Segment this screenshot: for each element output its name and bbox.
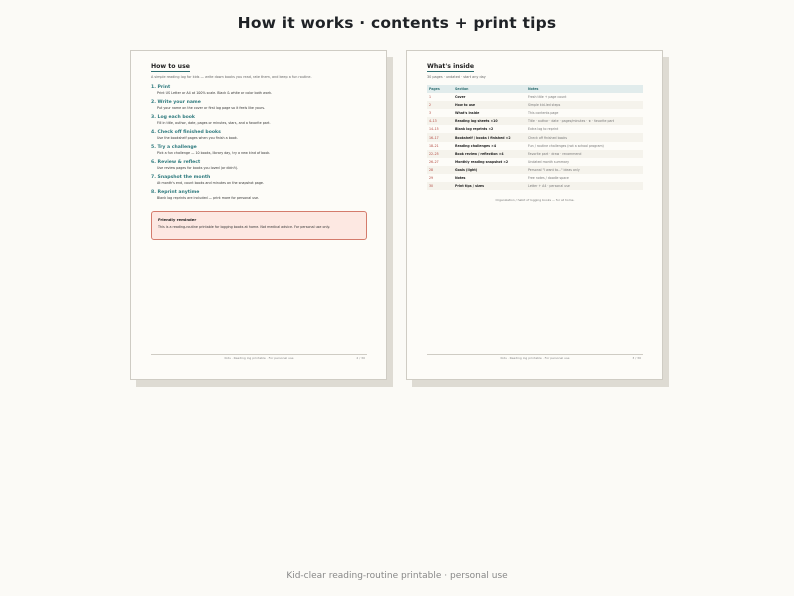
- contents-table: [427, 85, 643, 190]
- cell-section: Print tips / sizes: [453, 182, 526, 190]
- page-footer-divider: [427, 354, 643, 355]
- cell-notes: Title · author · date · pages/minutes · ★ · favorite part: [526, 117, 643, 125]
- cell-notes: This contents page: [528, 111, 559, 116]
- step-title: 7. Snapshot the month: [151, 175, 211, 180]
- how-to-use-heading: How to use: [151, 63, 190, 70]
- whats-inside-page: [406, 50, 663, 380]
- cell-section: Reading log sheets ×10: [453, 117, 526, 125]
- page-footer-text: Kids · Reading log printable · For personal use: [224, 356, 294, 360]
- cell-pages: 14–15: [429, 127, 439, 132]
- step-description: Print US Letter or A4 at 100% scale. Black & white or color both work.: [157, 91, 273, 95]
- cell-notes: Free notes / doodle space: [528, 175, 569, 180]
- cell-section: How to use: [453, 101, 526, 109]
- step-title: 5. Try a challenge: [151, 145, 197, 150]
- step-item: [151, 175, 371, 190]
- table-row: [427, 142, 643, 150]
- how-to-use-subtitle: A simple reading log for kids — write down books you read, rate them, and keep a fun routine.: [151, 75, 312, 79]
- table-row: [427, 174, 643, 182]
- page-footer-text: Kids · Reading log printable · For personal use: [500, 356, 570, 360]
- cell-pages: 18–21: [429, 143, 439, 148]
- step-item: [151, 145, 371, 160]
- table-row: [427, 158, 643, 166]
- cell-pages: 4–13: [427, 117, 453, 125]
- cell-notes: Letter + A4 · personal use: [526, 182, 643, 190]
- step-item: [151, 190, 371, 205]
- table-row: [427, 150, 643, 158]
- cell-notes: Favorite part · draw · recommend: [526, 150, 643, 158]
- step-title: 1. Print: [151, 85, 171, 90]
- cell-section: Book review / reflection ×4: [453, 150, 526, 158]
- step-description: Fill in title, author, date, pages or minutes, stars, and a favorite part.: [157, 121, 271, 125]
- step-description: Put your name on the cover or first log page so it feels like yours.: [157, 106, 266, 110]
- table-row: [427, 101, 643, 109]
- step-title: 4. Check off finished books: [151, 130, 221, 135]
- column-header-pages: Pages: [427, 85, 453, 93]
- page-number: 3 / 30: [632, 356, 641, 360]
- step-item: [151, 100, 371, 115]
- page-footer-divider: [151, 354, 367, 355]
- step-title: 2. Write your name: [151, 100, 201, 105]
- step-title: 3. Log each book: [151, 115, 195, 120]
- reminder-text: This is a reading-routine printable for logging books at home. Not medical advice. For personal use only.: [158, 225, 331, 229]
- cell-section: What's inside: [455, 111, 480, 116]
- page-title: How it works · contents + print tips: [237, 14, 557, 32]
- step-title: 6. Review & reflect: [151, 160, 201, 165]
- table-header-row: [427, 85, 643, 93]
- cell-pages: 29: [429, 175, 434, 180]
- table-row: [427, 133, 643, 141]
- cell-pages: 28: [427, 166, 453, 174]
- page-number: 2 / 30: [356, 356, 365, 360]
- cell-notes: Simple kid-led steps: [526, 101, 643, 109]
- cell-pages: 30: [427, 182, 453, 190]
- step-description: Pick a fun challenge — 10 books, library day, try a new kind of book.: [157, 151, 271, 155]
- column-header-section: Section: [453, 85, 526, 93]
- step-title: 8. Reprint anytime: [151, 190, 200, 195]
- step-item: [151, 85, 371, 100]
- table-row: [427, 166, 643, 174]
- cell-section: Bookshelf / books I finished ×2: [453, 133, 526, 141]
- cell-notes: Personal "I want to..." ideas only: [526, 166, 643, 174]
- step-item: [151, 115, 371, 130]
- steps-list: [151, 85, 371, 205]
- friendly-reminder-box: [151, 211, 367, 240]
- footer-caption: Kid-clear reading-routine printable · personal use: [286, 571, 508, 581]
- step-description: Use review pages for books you loved (or didn't).: [157, 166, 239, 170]
- cell-notes: Check off finished books: [526, 133, 643, 141]
- cell-section: Blank log reprints ×2: [455, 127, 494, 132]
- cell-pages: 16–17: [427, 133, 453, 141]
- cell-notes: Undated month summary: [528, 159, 569, 164]
- step-description: Blank log reprints are included — print more for personal use.: [157, 196, 260, 200]
- table-row: [427, 117, 643, 125]
- cell-notes: Fresh title + page count: [528, 95, 567, 100]
- cell-section: Monthly reading snapshot ×2: [455, 159, 509, 164]
- cell-pages: 26–27: [429, 159, 439, 164]
- cell-section: Notes: [455, 175, 466, 180]
- cell-notes: Extra log to reprint: [528, 127, 559, 132]
- table-row: [427, 93, 643, 101]
- step-description: Use the bookshelf pages when you finish a book.: [157, 136, 238, 140]
- cell-pages: 3: [429, 111, 432, 116]
- cell-section: Goals (light): [453, 166, 526, 174]
- column-header-notes: Notes: [526, 85, 643, 93]
- table-row: [427, 125, 643, 133]
- table-row: [427, 109, 643, 117]
- how-to-use-page: [130, 50, 387, 380]
- cell-notes: Fun / routine challenges (not a school program): [528, 143, 604, 148]
- reminder-title: Friendly reminder: [158, 217, 197, 222]
- table-row: [427, 182, 643, 190]
- step-description: At month's end, count books and minutes on the snapshot page.: [157, 181, 264, 185]
- step-item: [151, 160, 371, 175]
- cell-pages: 1: [429, 95, 432, 100]
- cell-section: Reading challenges ×4: [455, 143, 497, 148]
- whats-inside-heading: What's inside: [427, 63, 475, 70]
- cell-pages: 2: [427, 101, 453, 109]
- cell-section: Cover: [455, 95, 466, 100]
- table-footnote: Organization / habit of logging books — for at home.: [495, 198, 575, 202]
- cell-pages: 22–25: [427, 150, 453, 158]
- step-item: [151, 130, 371, 145]
- whats-inside-subtitle: 30 pages · undated · start any day: [427, 75, 486, 79]
